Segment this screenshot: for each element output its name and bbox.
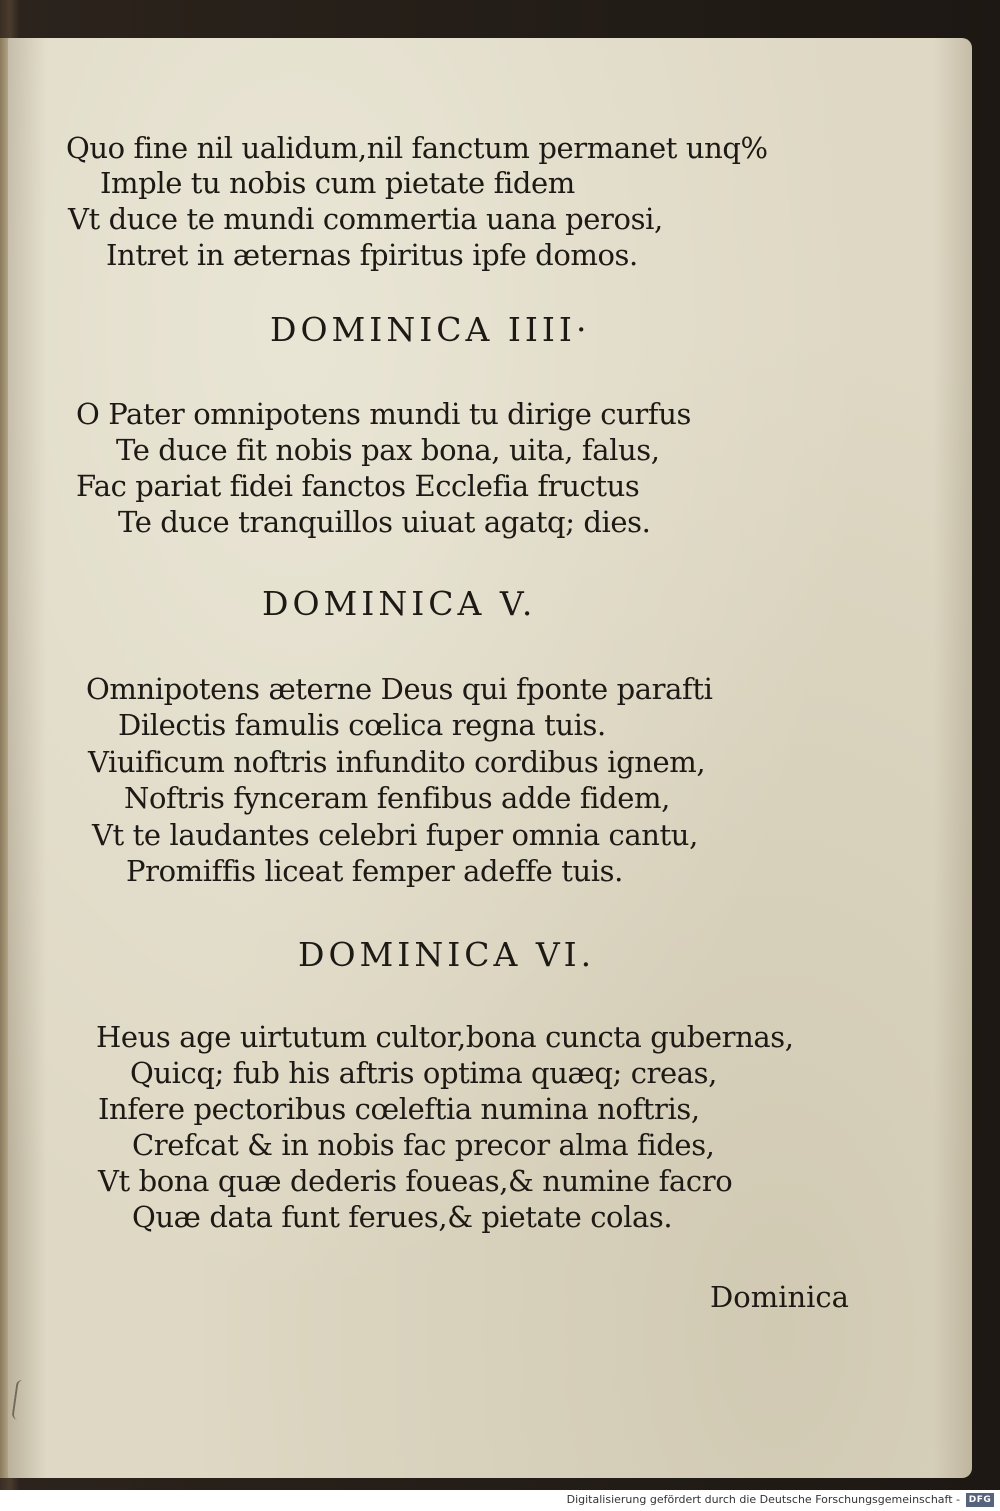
section-heading: DOMINICA IIII·: [270, 310, 591, 349]
verse-line: Quo fine nil ualidum,nil fanctum permanet unq%: [66, 131, 768, 165]
footer-bar: [0, 1490, 1000, 1511]
section-heading: DOMINICA VI.: [298, 935, 596, 974]
dfg-logo[interactable]: DFG: [966, 1493, 994, 1507]
verse-line: Crefcat & in nobis fac precor alma fides,: [132, 1128, 715, 1162]
verse-line: O Pater omnipotens mundi tu dirige curfus: [76, 397, 691, 431]
verse-line: Viuificum noftris infundito cordibus ignem,: [88, 745, 706, 779]
verse-line: Intret in æternas fpiritus ipfe domos.: [106, 238, 638, 272]
verse-line: Noftris fynceram fenfibus adde fidem,: [124, 781, 670, 815]
verse-line: Vt te laudantes celebri fuper omnia cantu,: [92, 818, 698, 852]
verse-line: Imple tu nobis cum pietate fidem: [100, 166, 575, 200]
verse-line: Te duce fit nobis pax bona, uita, falus,: [116, 433, 660, 467]
verse-line: Dilectis famulis cœlica regna tuis.: [118, 708, 606, 742]
section-heading: DOMINICA V.: [262, 584, 537, 623]
verse-line: Omnipotens æterne Deus qui fponte parafti: [86, 672, 713, 706]
verse-line: Vt bona quæ dederis foueas,& numine facro: [98, 1164, 733, 1198]
book-page: [8, 38, 972, 1478]
verse-line: Promiffis liceat femper adeffe tuis.: [126, 854, 623, 888]
verse-line: Infere pectoribus cœleftia numina noftris,: [98, 1092, 700, 1126]
verse-line: Te duce tranquillos uiuat agatq; dies.: [118, 505, 651, 539]
verse-line: Quæ data funt ferues,& pietate colas.: [132, 1200, 673, 1234]
page-text: [8, 38, 972, 1478]
verse-line: Quicq; fub his aftris optima quæq; creas,: [130, 1056, 717, 1090]
verse-line: Vt duce te mundi commertia uana perosi,: [68, 202, 663, 236]
verse-line: Fac pariat fidei fanctos Ecclefia fructus: [76, 469, 640, 503]
funding-credit: Digitalisierung gefördert durch die Deutsche Forschungsgemeinschaft -: [566, 1493, 960, 1506]
catchword: Dominica: [710, 1280, 849, 1314]
verse-line: Heus age uirtutum cultor,bona cuncta gubernas,: [96, 1020, 794, 1054]
